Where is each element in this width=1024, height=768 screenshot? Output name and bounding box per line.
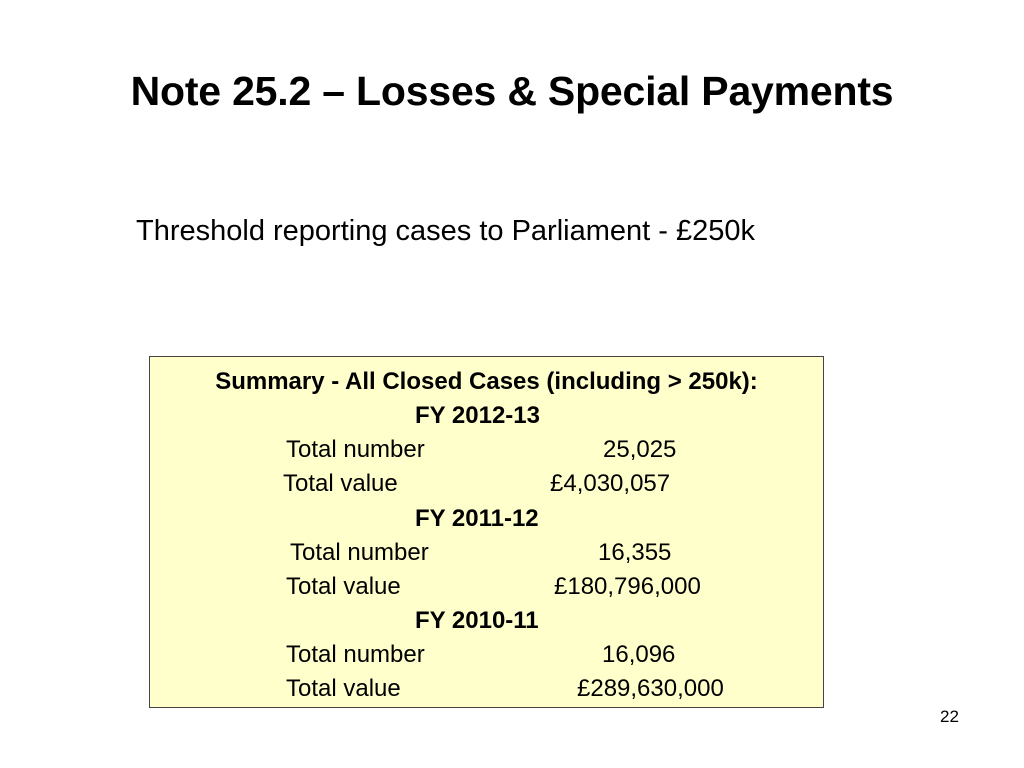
fy-2011-12-total-value-label: Total value [286,573,401,600]
slide-title: Note 25.2 – Losses & Special Payments [130,68,894,114]
fy-2012-13-total-value-label: Total value [283,470,398,497]
fy-2011-12-total-value-value: £180,796,000 [554,573,701,600]
fy-2012-13-heading: FY 2012-13 [415,402,540,429]
fy-2012-13-total-number-value: 25,025 [603,436,677,463]
fy-2011-12-total-number-label: Total number [290,539,429,566]
page-number: 22 [940,707,959,726]
slide-subtitle: Threshold reporting cases to Parliament - £250k [136,215,755,247]
summary-heading: Summary - All Closed Cases (including > 250k): [215,368,758,395]
fy-2010-11-total-value-label: Total value [286,675,401,702]
fy-2010-11-total-number-label: Total number [286,641,425,668]
fy-2010-11-heading: FY 2010-11 [415,607,539,634]
fy-2012-13-total-value-value: £4,030,057 [550,470,671,497]
fy-2011-12-heading: FY 2011-12 [415,505,539,532]
fy-2012-13-total-number-label: Total number [286,436,425,463]
fy-2010-11-total-value-value: £289,630,000 [577,675,724,702]
summary-box [149,356,824,708]
fy-2011-12-total-number-value: 16,355 [598,539,672,566]
fy-2010-11-total-number-value: 16,096 [602,641,676,668]
